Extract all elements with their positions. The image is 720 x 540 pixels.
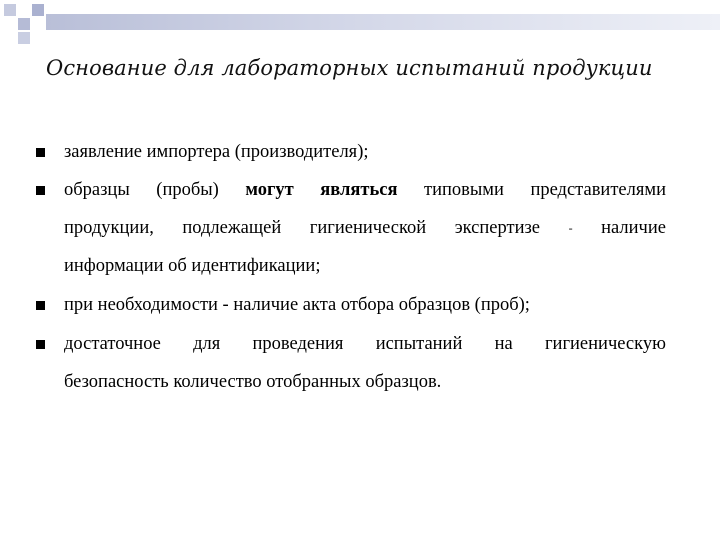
bullet-square-icon [36, 340, 45, 349]
word: (пробы) [156, 180, 219, 200]
bullet-square-icon [36, 301, 45, 310]
bullet-line: безопасность количество отобранных образцов. [64, 372, 442, 392]
word: - [568, 221, 573, 235]
word: достаточное [64, 334, 161, 354]
word: подлежащей [182, 218, 282, 238]
bullet-line [64, 218, 666, 238]
header-gradient-bar [46, 14, 720, 30]
bullet-text: при необходимости - наличие акта отбора образцов (проб); [64, 295, 530, 315]
deco-square [18, 18, 30, 30]
bullet-square-icon [36, 186, 45, 195]
deco-square [4, 18, 16, 30]
word: являться [320, 180, 398, 200]
bullet-square-icon [36, 148, 45, 157]
word: представителями [530, 180, 666, 200]
deco-square [4, 4, 16, 16]
word: проведения [252, 334, 344, 354]
deco-square [18, 32, 30, 44]
deco-square [18, 4, 30, 16]
word: гигиеническую [544, 334, 666, 354]
word: образцы [64, 180, 130, 200]
word: для [193, 334, 221, 354]
bullet-text: заявление импортера (производителя); [64, 142, 369, 162]
word: на [494, 334, 513, 354]
word: наличие [601, 218, 666, 238]
word: типовыми [424, 180, 504, 200]
bullet-line: информации об идентификации; [64, 256, 321, 276]
bullet-line [64, 180, 666, 200]
word: могут [245, 180, 294, 200]
word: экспертизе [454, 218, 541, 238]
bullet-line [64, 334, 666, 354]
word: гигиенической [309, 218, 427, 238]
deco-square [32, 18, 44, 30]
deco-square [32, 4, 44, 16]
slide-title: Основание для лабораторных испытаний продукции [46, 56, 653, 80]
word: продукции, [64, 218, 154, 238]
word: испытаний [375, 334, 463, 354]
